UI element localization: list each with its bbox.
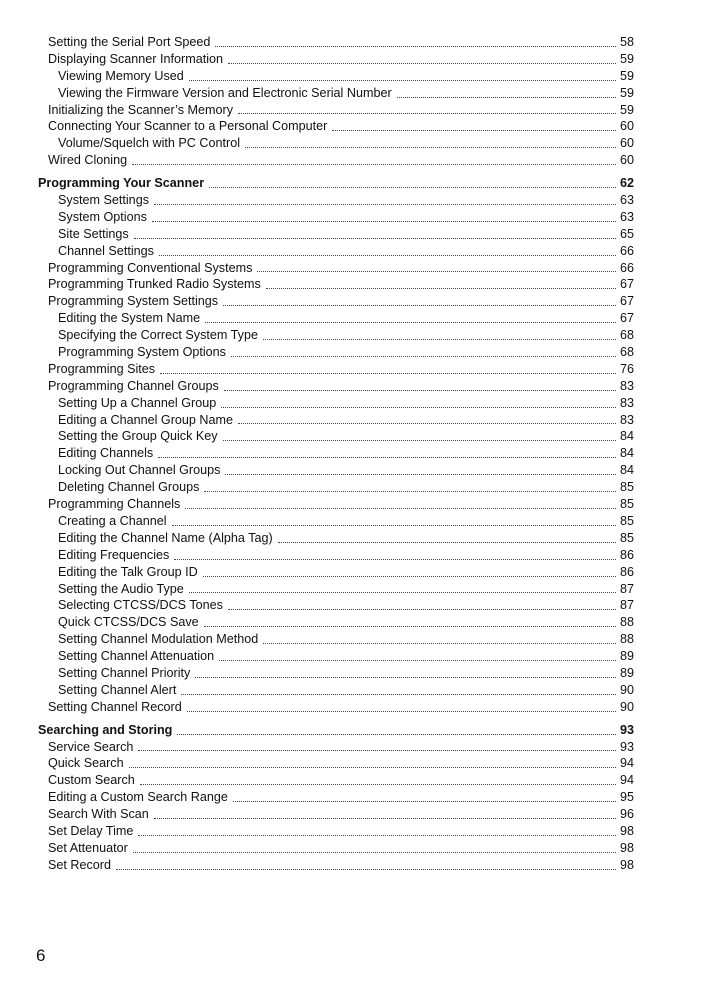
toc-entry-page: 58 (619, 35, 634, 49)
dot-leader (233, 800, 616, 802)
toc-entry-page: 94 (619, 773, 634, 788)
dot-leader (263, 338, 616, 340)
dot-leader (278, 541, 616, 543)
toc-entry-title: Searching and Storing (38, 722, 173, 737)
toc-entry-page: 62 (619, 176, 634, 191)
toc-entry-title: Viewing Memory Used (58, 68, 184, 83)
toc-entry-title: Creating a Channel (58, 513, 167, 528)
dot-leader (133, 851, 616, 853)
toc-entry-page: 88 (619, 615, 634, 630)
toc-entry-title: Editing Frequencies (58, 547, 170, 562)
toc-entry-title: Setting Channel Attenuation (58, 649, 215, 664)
toc-entry (38, 344, 634, 361)
dot-leader (263, 642, 616, 644)
dot-leader (132, 163, 616, 165)
dot-leader (223, 439, 616, 441)
toc-entry (38, 85, 634, 102)
toc-entry-page: 59 (619, 51, 634, 66)
toc-entry (38, 192, 634, 209)
dot-leader (205, 321, 616, 323)
dot-leader (187, 710, 616, 712)
toc-entry (38, 631, 634, 648)
toc-entry-page: 89 (619, 665, 634, 680)
toc-entry (38, 682, 634, 699)
dot-leader (204, 625, 616, 627)
toc-entry-title: Setting the Serial Port Speed (48, 35, 211, 49)
toc-entry (38, 445, 634, 462)
dot-leader (116, 868, 616, 870)
toc-entry-title: Setting Channel Alert (58, 682, 177, 697)
toc-entry-page: 96 (619, 807, 634, 822)
toc-entry-page: 98 (619, 857, 634, 872)
dot-leader (152, 220, 616, 222)
toc-entry (38, 34, 634, 51)
toc-entry-page: 68 (619, 345, 634, 360)
toc-entry-title: Selecting CTCSS/DCS Tones (58, 598, 223, 613)
toc-entry (38, 310, 634, 327)
toc-entry (38, 361, 634, 378)
dot-leader (138, 749, 616, 751)
toc-entry-page: 60 (619, 119, 634, 134)
toc-entry-title: Programming Sites (48, 361, 156, 376)
toc-entry-title: Connecting Your Scanner to a Personal Computer (48, 119, 328, 134)
toc-entry-title: Setting Channel Record (48, 699, 182, 714)
dot-leader (181, 693, 616, 695)
toc-entry-page: 59 (619, 102, 634, 117)
toc-entry-page: 87 (619, 598, 634, 613)
toc-entry (38, 614, 634, 631)
toc-chapter-heading (38, 175, 634, 192)
toc-entry-title: Wired Cloning (48, 153, 128, 168)
toc-entry (38, 699, 634, 716)
toc-entry-page: 83 (619, 395, 634, 410)
dot-leader (257, 270, 616, 272)
dot-leader (189, 79, 616, 81)
toc-entry-title: Editing Channels (58, 446, 154, 461)
dot-leader (228, 62, 616, 64)
toc-entry (38, 327, 634, 344)
toc-entry-title: Programming Your Scanner (38, 176, 205, 191)
toc-entry (38, 226, 634, 243)
toc-entry-page: 90 (619, 682, 634, 697)
toc-entry-page: 67 (619, 294, 634, 309)
toc-entry-page: 86 (619, 547, 634, 562)
dot-leader (266, 287, 616, 289)
toc-entry-title: Editing the System Name (58, 311, 201, 326)
toc-entry-title: Setting Channel Priority (58, 665, 191, 680)
toc-entry-title: System Options (58, 209, 147, 224)
dot-leader (209, 186, 616, 188)
toc-entry (38, 806, 634, 823)
toc-entry (38, 823, 634, 840)
toc-entry (38, 260, 634, 277)
toc-entry (38, 395, 634, 412)
dot-leader (224, 389, 616, 391)
toc-entry-title: Setting Up a Channel Group (58, 395, 217, 410)
toc-entry (38, 293, 634, 310)
toc-entry-title: Set Attenuator (48, 840, 128, 855)
toc-entry-title: System Settings (58, 193, 149, 208)
toc-entry-title: Programming System Settings (48, 294, 219, 309)
toc-entry (38, 496, 634, 513)
toc-entry (38, 378, 634, 395)
toc-entry-page: 98 (619, 840, 634, 855)
toc-entry-page: 65 (619, 226, 634, 241)
toc-entry-page: 83 (619, 378, 634, 393)
toc-entry-title: Editing the Channel Name (Alpha Tag) (58, 530, 273, 545)
toc-entry (38, 739, 634, 756)
toc-entry-page: 83 (619, 412, 634, 427)
toc-entry-title: Viewing the Firmware Version and Electronic Serial Number (58, 85, 392, 100)
toc-entry-title: Quick CTCSS/DCS Save (58, 615, 199, 630)
toc-entry-title: Locking Out Channel Groups (58, 463, 221, 478)
toc-entry-page: 66 (619, 243, 634, 258)
toc-entry (38, 547, 634, 564)
toc-entry-title: Programming Conventional Systems (48, 260, 253, 275)
dot-leader (158, 456, 616, 458)
toc-entry (38, 276, 634, 293)
toc-entry-title: Programming System Options (58, 345, 226, 360)
dot-leader (185, 507, 616, 509)
dot-leader (221, 406, 616, 408)
toc-entry (38, 597, 634, 614)
toc-entry-page: 68 (619, 328, 634, 343)
toc-entry (38, 462, 634, 479)
dot-leader (231, 355, 616, 357)
toc-entry-page: 84 (619, 446, 634, 461)
toc-entry-title: Setting the Audio Type (58, 581, 184, 596)
toc-entry (38, 789, 634, 806)
toc-entry-page: 88 (619, 632, 634, 647)
dot-leader (159, 254, 616, 256)
toc-entry (38, 581, 634, 598)
dot-leader (174, 558, 616, 560)
dot-leader (203, 575, 616, 577)
toc-entry-page: 93 (619, 739, 634, 754)
toc-entry-title: Programming Channel Groups (48, 378, 219, 393)
dot-leader (138, 834, 616, 836)
toc-entry-title: Setting the Group Quick Key (58, 429, 218, 444)
toc-entry (38, 755, 634, 772)
toc-entry-title: Service Search (48, 739, 134, 754)
dot-leader (129, 766, 616, 768)
toc-entry-page: 94 (619, 756, 634, 771)
toc-entry-page: 59 (619, 68, 634, 83)
toc-entry-page: 60 (619, 136, 634, 151)
dot-leader (172, 524, 616, 526)
toc-entry-page: 67 (619, 311, 634, 326)
toc-entry-page: 60 (619, 153, 634, 168)
dot-leader (195, 676, 616, 678)
toc-entry-title: Site Settings (58, 226, 129, 241)
toc-entry-title: Programming Channels (48, 497, 181, 512)
toc-entry (38, 857, 634, 874)
toc-entry-title: Deleting Channel Groups (58, 480, 200, 495)
toc-entry-title: Quick Search (48, 756, 124, 771)
page-number: 6 (36, 946, 46, 965)
toc-entry (38, 412, 634, 429)
toc-entry-page: 63 (619, 193, 634, 208)
toc-entry-page: 76 (619, 361, 634, 376)
dot-leader (140, 783, 616, 785)
toc-entry (38, 152, 634, 169)
toc-entry (38, 513, 634, 530)
toc-entry-page: 84 (619, 463, 634, 478)
dot-leader (238, 112, 616, 114)
toc-entry (38, 772, 634, 789)
dot-leader (215, 45, 616, 47)
toc-entry-page: 84 (619, 429, 634, 444)
toc-entry (38, 51, 634, 68)
toc-entry-page: 59 (619, 85, 634, 100)
dot-leader (332, 129, 616, 131)
toc-entry-page: 93 (619, 722, 634, 737)
toc-entry-title: Specifying the Correct System Type (58, 328, 258, 343)
toc-entry-title: Initializing the Scanner’s Memory (48, 102, 234, 117)
dot-leader (219, 659, 616, 661)
toc-entry-page: 85 (619, 497, 634, 512)
toc-entry (38, 243, 634, 260)
dot-leader (204, 490, 616, 492)
toc-entry-title: Setting Channel Modulation Method (58, 632, 259, 647)
toc-entry-title: Displaying Scanner Information (48, 51, 224, 66)
dot-leader (238, 422, 616, 424)
toc-entry (38, 68, 634, 85)
toc-entry-title: Set Delay Time (48, 823, 134, 838)
toc-entry-page: 89 (619, 649, 634, 664)
toc-entry-title: Editing the Talk Group ID (58, 564, 198, 579)
toc-entry (38, 665, 634, 682)
dot-leader (160, 372, 616, 374)
toc-entry-title: Editing a Channel Group Name (58, 412, 234, 427)
toc-entry-title: Search With Scan (48, 807, 149, 822)
dot-leader (223, 304, 616, 306)
toc-entry-page: 85 (619, 480, 634, 495)
toc-entry-title: Custom Search (48, 773, 135, 788)
toc-entry-page: 87 (619, 581, 634, 596)
toc-entry (38, 479, 634, 496)
toc-entry-page: 98 (619, 823, 634, 838)
dot-leader (245, 146, 616, 148)
dot-leader (134, 237, 616, 239)
toc-entry-page: 85 (619, 513, 634, 528)
toc-entry-page: 67 (619, 277, 634, 292)
toc-entry-page: 86 (619, 564, 634, 579)
toc-entry-page: 66 (619, 260, 634, 275)
toc-chapter-heading (38, 722, 634, 739)
toc-entry-title: Programming Trunked Radio Systems (48, 277, 261, 292)
toc-entry-title: Set Record (48, 857, 111, 872)
toc-entry-title: Editing a Custom Search Range (48, 790, 228, 805)
dot-leader (177, 733, 616, 735)
dot-leader (154, 817, 616, 819)
toc-entry (38, 209, 634, 226)
dot-leader (225, 473, 616, 475)
toc-entry-page: 90 (619, 699, 634, 714)
dot-leader (228, 608, 616, 610)
dot-leader (397, 96, 616, 98)
toc-entry (38, 102, 634, 119)
toc-entry-page: 85 (619, 530, 634, 545)
toc-entry (38, 135, 634, 152)
table-of-contents (38, 34, 634, 874)
toc-entry (38, 118, 634, 135)
toc-entry-page: 63 (619, 209, 634, 224)
toc-entry-page: 95 (619, 790, 634, 805)
toc-entry (38, 428, 634, 445)
toc-entry (38, 840, 634, 857)
toc-entry (38, 530, 634, 547)
toc-entry-title: Volume/Squelch with PC Control (58, 136, 241, 151)
dot-leader (189, 591, 616, 593)
toc-entry (38, 648, 634, 665)
dot-leader (154, 203, 616, 205)
toc-entry-title: Channel Settings (58, 243, 154, 258)
toc-entry (38, 564, 634, 581)
